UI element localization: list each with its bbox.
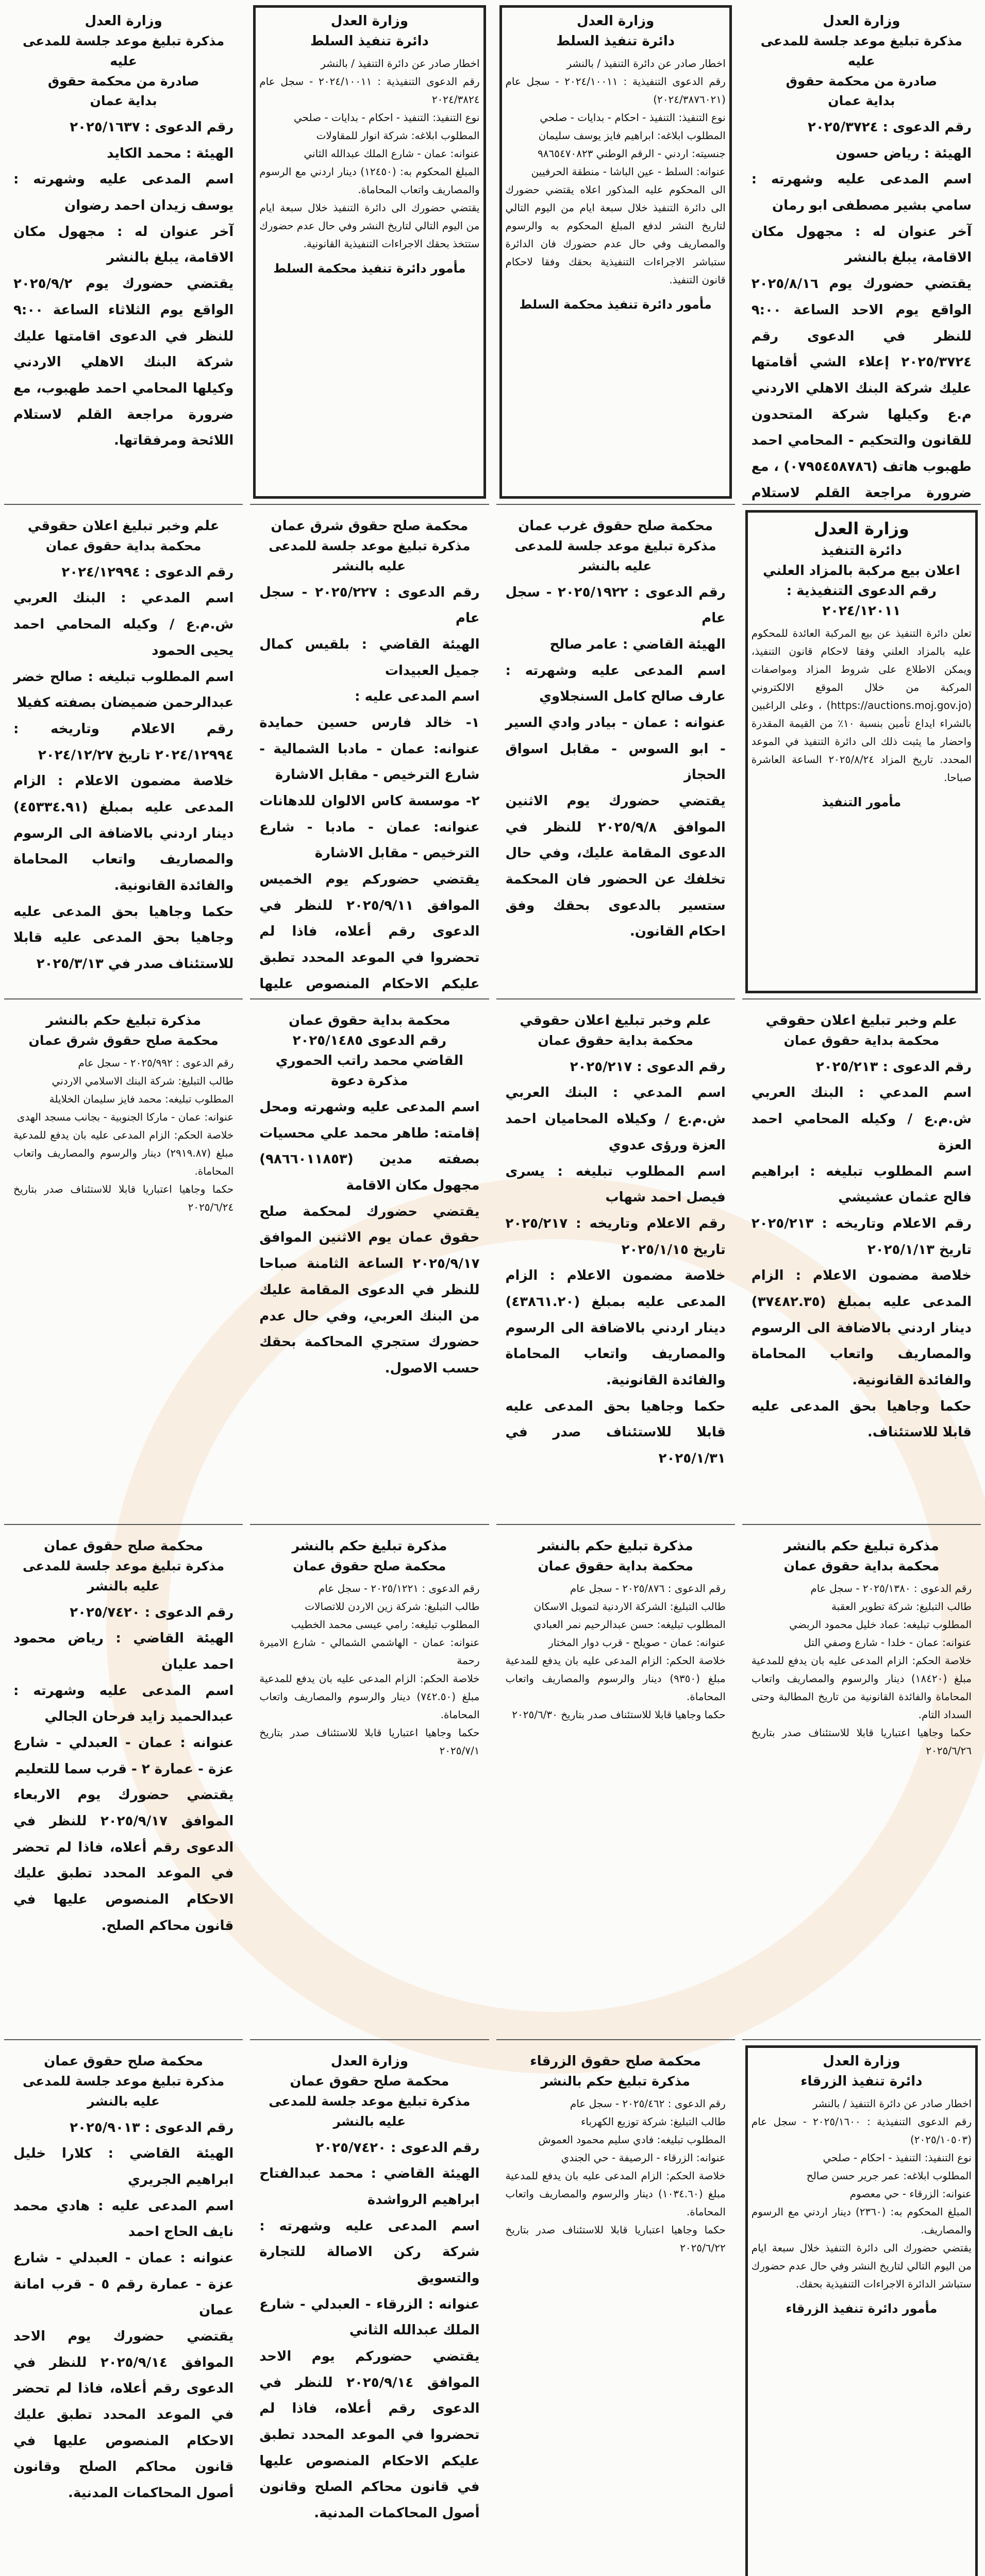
notice <box>250 999 489 1525</box>
notice-body: رقم الدعوى : ٢٠٢٥/٩٩٢ - سجل عام طالب التبليغ: شركة البنك الاسلامي الاردني المطلوب تبليغه: محمد فايز سليمان الخلايلة عنوانه: عمان - ماركا الجنوبية - بجانب مسجد الهدى خلاصة الحكم: الزام المدعى عليه بان يدفع للمدعية مبلغ (٢٩١٩.٨٧) دينار والرسوم والمصاريف واتعاب المحاماة. حكما وجاهيا اعتباريا قابلا للاستئناف صدر بتاريخ ٢٠٢٥/٦/٢٤ <box>13 1056 234 1213</box>
notice-ministry: وزارة العدل <box>330 2054 409 2069</box>
notice-title: علم وخبر تبليغ اعلان حقوقي <box>520 1013 711 1028</box>
notice-title: مذكرة تبليغ موعد جلسة للمدعى عليه بالنشر <box>269 2094 471 2129</box>
notice <box>742 1525 981 2040</box>
notice-department: دائرة تنفيذ السلط <box>556 33 675 49</box>
notice <box>4 505 243 999</box>
notice-court: محكمة بداية حقوق عمان <box>538 1558 693 1573</box>
notice-department: دائرة تنفيذ السلط <box>310 33 429 49</box>
notice <box>496 0 735 505</box>
notice-court: محكمة صلح حقوق عمان <box>293 1558 446 1573</box>
notice <box>4 2040 243 2576</box>
notice-case-number: رقم الدعوى التنفيذية : ٢٠٢٤/١٢٠١١ <box>786 583 937 619</box>
notice-court: محكمة صلح حقوق غرب عمان <box>518 518 713 534</box>
notice-title: مذكرة تبليغ حكم بالنشر <box>541 2074 690 2089</box>
notice-body: رقم الدعوى : ٢٠٢٤/١٢٩٩٤ اسم المدعي : البنك العربي ش.م.ع / وكيله المحامي احمد يحيى الحمود اسم المطلوب تبليغه : صالح خضر عبدالرحمن ضميضان بصفته كفيلا رقم الاعلام وتاريخه : ٢٠٢٤/١٢٩٩٤ تاريخ ٢٠٢٤/١٢/٢٧ خلاصة مضمون الاعلام : الزام المدعى عليه بمبلغ (٤٥٣٣٤.٩١) دينار اردني بالاضافة الى الرسوم والمصاريف واتعاب المحاماة والفائدة القانونية. حكما وجاهيا بحق المدعى عليه وجاهيا بحق المدعى عليه قابلا للاستئناف صدر في ٢٠٢٥/٣/١٣ <box>13 564 234 972</box>
notice-court: محكمة صلح حقوق عمان <box>44 1538 204 1554</box>
notice-body: رقم الدعوى : ٢٠٢٥/٧٤٢٠ الهيئة القاضي : رياض محمود احمد عليان اسم المدعى عليه وشهرته : عبدالحميد زايد فرحان الجالي عنوانه : عمان - العبدلي - شارع عزة - عمارة ٢ - قرب سما للتعليم يقتضي حضورك يوم الاربعاء الموافق ٢٠٢٥/٩/١٧ للنظر في الدعوى رقم أعلاه، فاذا لم تحضر في الموعد المحدد تطبق عليك الاحكام المنصوص عليها في قانون محاكم الصلح. <box>13 1604 234 1934</box>
notice-court: محكمة بداية حقوق عمان <box>289 1013 450 1028</box>
notice-court: محكمة صلح حقوق شرق عمان <box>28 1033 219 1048</box>
notice <box>496 1525 735 2040</box>
notice-title: مذكرة دعوة <box>331 1073 408 1089</box>
notice <box>250 1525 489 2040</box>
notice <box>250 0 489 505</box>
notice-body: اخطار صادر عن دائرة التنفيذ / بالنشر رقم الدعوى التنفيذية : ٢٠٢٤/١٠٠١١ - سجل عام ٢٠٢٤/٣٨٢٤ نوع التنفيذ: التنفيذ - احكام - بدايات - صلحي المطلوب ابلاغه: شركة انوار للمقاولات عنوانه: عمان - شارع الملك عبدالله الثاني المبلغ المحكوم به: (١٢٤٥٠) دينار اردني مع الرسوم والمصاريف واتعاب المحاماة. يقتضي حضورك الى دائرة التنفيذ خلال سبعة ايام من اليوم التالي لتاريخ النشر وفي حال عدم حضورك ستتخذ بحقك الاجراءات التنفيذية القانونية. <box>259 57 480 250</box>
notice-title: مذكرة تبليغ حكم بالنشر <box>538 1538 693 1554</box>
notice-title: مذكرة تبليغ حكم بالنشر <box>783 1538 939 1554</box>
notice <box>496 505 735 999</box>
notice-body: اخطار صادر عن دائرة التنفيذ / بالنشر رقم الدعوى التنفيذية : ٢٠٢٤/١٠٠١١ - سجل عام (٢٠٢٤/٣٨٧٦٠٢١) نوع التنفيذ: التنفيذ - احكام - بدايات - صلحي المطلوب ابلاغه: ابراهيم فايز يوسف سليمان جنسيته: اردني - الرقم الوطني ٩٨٦٥٤٧٠٨٢٣ عنوانه: السلط - عين الباشا - منطقة الحرفيين الى المحكوم عليه المذكور اعلاه يقتضي حضورك الى دائرة التنفيذ خلال سبعة ايام من اليوم التالي لتاريخ النشر لدفع المبلغ المحكوم به والرسوم والمصاريف وفي حال عدم حضورك فان الدائرة ستباشر الاجراءات التنفيذية بحقك وفقا لاحكام قانون التنفيذ. <box>505 57 726 286</box>
notice-ministry: وزارة العدل <box>823 2054 900 2069</box>
notice-title: اعلان بيع مركبة بالمزاد العلني <box>762 563 960 579</box>
notice <box>250 2040 489 2576</box>
notice-court: محكمة بداية حقوق عمان <box>783 1033 940 1048</box>
notice-body: رقم الدعوى : ٢٠٢٥/٨٧٦ - سجل عام طالب التبليغ: الشركة الاردنية لتمويل الاسكان المطلوب تبليغه: حسن عبدالرحيم نمر العبادي عنوانه: عمان - صويلح - قرب دوار المختار خلاصة الحكم: الزام المدعى عليه بان يدفع للمدعية مبلغ (٩٣٥٠) دينار والرسوم والمصاريف واتعاب المحاماة. حكما وجاهيا قابلا للاستئناف صدر بتاريخ ٢٠٢٥/٦/٣٠ <box>505 1582 726 1721</box>
notice-court-level: بداية عمان <box>828 93 895 109</box>
notice-signature: مأمور دائرة تنفيذ محكمة السلط <box>273 261 466 276</box>
notice-ministry: وزارة العدل <box>823 13 900 29</box>
notice <box>496 2040 735 2576</box>
notice-body: رقم الدعوى : ٢٠٢٥/١٣٨٠ - سجل عام طالب التبليغ: شركة تطوير العقبة المطلوب تبليغه: عماد خليل محمود الربضي عنوانه: عمان - خلدا - شارع وصفي التل خلاصة الحكم: الزام المدعى عليه بان يدفع للمدعية مبلغ (١٨٤٢٠) دينار والرسوم والمصاريف واتعاب المحاماة والفائدة القانونية من تاريخ المطالبة وحتى السداد التام. حكما وجاهيا اعتباريا قابلا للاستئناف صدر بتاريخ ٢٠٢٥/٦/٢٦ <box>751 1582 972 1757</box>
notice-title: مذكرة تبليغ حكم بالنشر <box>46 1013 202 1028</box>
notice-body: رقم الدعوى : ٢٠٢٥/١٦٣٧ الهيئة : محمد الكايد اسم المدعى عليه وشهرته : يوسف زيدان احمد رضوان آخر عنوان له : مجهول مكان الاقامة، يبلغ بالنشر يقتضي حضورك يوم ٢٠٢٥/٩/٢ الواقع يوم الثلاثاء الساعة ٩:٠٠ للنظر في الدعوى اقامتها عليك شركة البنك الاهلي الاردني وكيلها المحامي احمد طهبوب، مع ضرورة مراجعة القلم لاستلام اللائحة ومرفقاتها. <box>13 120 234 449</box>
notice-ministry: وزارة العدل <box>85 13 162 29</box>
notice-case-number: رقم الدعوى ٢٠٢٥/١٤٨٥ <box>292 1033 447 1048</box>
notice-title: علم وخبر تبليغ اعلان حقوقي <box>765 1013 958 1028</box>
notice-court: محكمة بداية حقوق عمان <box>538 1033 693 1048</box>
notice-title: مذكرة تبليغ موعد جلسة للمدعى عليه <box>760 33 963 69</box>
notice-title: مذكرة تبليغ حكم بالنشر <box>292 1538 447 1554</box>
notice <box>496 999 735 1525</box>
notice-body: رقم الدعوى : ٢٠٢٥/٢٢٧ - سجل عام الهيئة القاضي : بلقيس كمال جميل العبيدات اسم المدعى عليه : ١- خالد فارس حسين حمايدة عنوانه: عمان - مادبا الشمالية - شارع الترخيص - مقابل الاشارة ٢- موسسة كاس الالوان للدهانات عنوانه: عمان - مادبا - شارع الترخيص - مقابل الاشارة يقتضي حضوركم يوم الخميس الموافق ٢٠٢٥/٩/١١ للنظر في الدعوى رقم أعلاه، فاذا لم تحضروا في الموعد المحدد تطبق عليكم الاحكام المنصوص عليها <box>259 584 480 992</box>
notice-signature: مأمور دائرة تنفيذ محكمة السلط <box>519 297 712 312</box>
notice-title: مذكرة تبليغ موعد جلسة للمدعى عليه بالنشر <box>22 1558 225 1594</box>
notice <box>742 2040 981 2576</box>
notice-court: محكمة بداية حقوق عمان <box>45 538 202 553</box>
notice-signature: مأمور التنفيذ <box>822 795 901 809</box>
notice-court: محكمة صلح حقوق عمان <box>290 2074 449 2089</box>
notice-judge: القاضي محمد راتب الحموري <box>275 1053 463 1069</box>
notice-body: رقم الدعوى : ٢٠٢٥/٧٤٢٠ الهيئة القاضي : محمد عبدالفتاح ابراهيم الرواشدة اسم المدعى عليه وشهرته : شركة ركن الاصالة للتجارة والتسويق عنوانه : الزرقاء - العبدلي - شارع الملك عبدالله الثاني يقتضي حضوركم يوم الاحد الموافق ٢٠٢٥/٩/١٤ للنظر في الدعوى رقم أعلاه، فاذا لم تحضروا في الموعد المحدد تطبق عليكم الاحكام المنصوص عليها في قانون محاكم الصلح وقانون أصول المحاكمات المدنية. <box>259 2140 480 2521</box>
notice-body: تعلن دائرة التنفيذ عن بيع المركبة العائدة للمحكوم عليه بالمزاد العلني وفقا لاحكام قانون التنفيذ، ويمكن الاطلاع على شروط المزاد ومواصفات المركبة من خلال الموقع الالكتروني (https://auctions.moj.gov.jo) ، وعلى الراغبين بالشراء ايداع تأمين بنسبة ١٠٪ من القيمة المقدرة واحضار ما يثبت ذلك الى دائرة التنفيذ في الموعد المحدد. تاريخ المزاد ٢٠٢٥/٨/٢٤ الساعة العاشرة صباحا. <box>751 627 972 784</box>
notice-body: اسم المدعى عليه وشهرته ومحل إقامته: طاهر محمد علي محسيات بصفته مدين (٩٨٦٦٠١١٨٥٣) مجهول مكان الاقامة يقتضي حضورك لمحكمة صلح حقوق عمان يوم الاثنين الموافق ٢٠٢٥/٩/١٧ الساعة الثامنة صباحا للنظر في الدعوى المقامة عليك من البنك العربي، وفي حال عدم حضورك ستجري المحاكمة بحقك حسب الاصول. <box>259 1099 480 1376</box>
notice <box>4 0 243 505</box>
notice-title: مذكرة تبليغ موعد جلسة للمدعى عليه بالنشر <box>22 2074 225 2109</box>
notice-court: صادرة من محكمة حقوق <box>47 73 199 89</box>
notice-body: رقم الدعوى : ٢٠٢٥/٢١٣ اسم المدعي : البنك العربي ش.م.ع / وكيله المحامي احمد العزة اسم المطلوب تبليغه : ابراهيم فالح عثمان عشيشي رقم الاعلام وتاريخه : ٢٠٢٥/٢١٣ تاريخ ٢٠٢٥/١/١٣ خلاصة مضمون الاعلام : الزام المدعى عليه بمبلغ (٣٧٤٨٢.٣٥) دينار اردني بالاضافة الى الرسوم والمصاريف واتعاب المحاماة والفائدة القانونية. حكما وجاهيا بحق المدعى عليه قابلا للاستئناف. <box>751 1059 972 1440</box>
notice-court: صادرة من محكمة حقوق <box>786 73 938 89</box>
notice <box>4 1525 243 2040</box>
notice-title: مذكرة تبليغ موعد جلسة للمدعى عليه بالنشر <box>269 538 471 573</box>
notice-title: مذكرة تبليغ موعد جلسة للمدعى عليه <box>22 33 225 69</box>
notice <box>742 0 981 505</box>
notice-department: دائرة التنفيذ <box>821 543 902 558</box>
notice-body: رقم الدعوى : ٢٠٢٥/٤٦٢ - سجل عام طالب التبليغ: شركة توزيع الكهرباء المطلوب تبليغه: فادي سليم محمود العموش عنوانه: الزرقاء - الرصيفة - حي الجندي خلاصة الحكم: الزام المدعى عليه بان يدفع للمدعية مبلغ (١٠٣٤.٦٠) دينار والرسوم والمصاريف واتعاب المحاماة. حكما وجاهيا اعتباريا قابلا للاستئناف صدر بتاريخ ٢٠٢٥/٦/٢٢ <box>505 2097 726 2254</box>
notice <box>250 505 489 999</box>
notice <box>742 999 981 1525</box>
notice-ministry: وزارة العدل <box>576 13 655 29</box>
notice-body: رقم الدعوى : ٢٠٢٥/١٢٢١ - سجل عام طالب التبليغ: شركة زين الاردن للاتصالات المطلوب تبليغه: رامي عيسى محمد الخطيب عنوانه: عمان - الهاشمي الشمالي - شارع الاميرة رحمة خلاصة الحكم: الزام المدعى عليه بان يدفع للمدعية مبلغ (٧٤٢.٥٠) دينار والرسوم والمصاريف واتعاب المحاماة. حكما وجاهيا اعتباريا قابلا للاستئناف صدر بتاريخ ٢٠٢٥/٧/١ <box>259 1582 480 1757</box>
notice-body: رقم الدعوى : ٢٠٢٥/٩٠١٣ الهيئة القاضي : كلارا خليل ابراهيم الجريري اسم المدعى عليه : هادي محمد نايف الحاج احمد عنوانه : عمان - العبدلي - شارع عزة - عمارة رقم ٥ - قرب امانة عمان يقتضي حضورك يوم الاحد الموافق ٢٠٢٥/٩/١٤ للنظر في الدعوى رقم أعلاه، فاذا لم تحضر في الموعد المحدد تطبق عليك الاحكام المنصوص عليها في قانون محاكم الصلح وقانون أصول المحاكمات المدنية. <box>13 2120 234 2501</box>
notice-court: محكمة صلح حقوق شرق عمان <box>271 518 469 534</box>
notice-title: علم وخبر تبليغ اعلان حقوقي <box>27 518 220 534</box>
notice-body: رقم الدعوى : ٢٠٢٥/٣٧٢٤ الهيئة : رياض حسون اسم المدعى عليه وشهرته : سامي بشير مصطفى ابو رمان آخر عنوان له : مجهول مكان الاقامة، يبلغ بالنشر يقتضي حضورك يوم ٢٠٢٥/٨/١٦ الواقع يوم الاحد الساعة ٩:٠٠ للنظر في الدعوى رقم ٢٠٢٥/٣٧٢٤ إعلاء الشي أقامتها عليك شركة البنك الاهلي الاردني م.ع وكيلها شركة المتحدون للقانون والتحكيم - المحامي احمد طهبوب هاتف (٠٧٩٥٤٥٨٧٨٦) ، مع ضرورة مراجعة القلم لاستلام <box>751 120 972 501</box>
notice-ministry: وزارة العدل <box>330 13 409 29</box>
notice-title: مذكرة تبليغ موعد جلسة للمدعى عليه بالنشر <box>514 538 716 573</box>
notice-ministry: وزارة العدل <box>813 519 909 538</box>
notice-body: اخطار صادر عن دائرة التنفيذ / بالنشر رقم الدعوى التنفيذية : ٢٠٢٥/١٦٠٠ - سجل عام (٢٠٢٥/١٠٥٠٣) نوع التنفيذ: التنفيذ - احكام - صلحي المطلوب ابلاغه: عمر جرير حسن صالح عنوانه: الزرقاء - حي معصوم المبلغ المحكوم به: (٢٣٦٠) دينار اردني مع الرسوم والمصاريف. يقتضي حضورك الى دائرة التنفيذ خلال سبعة ايام من اليوم التالي لتاريخ النشر وفي حال عدم حضورك ستباشر الدائرة الاجراءات التنفيذية بحقك. <box>751 2097 972 2290</box>
notice-court: محكمة صلح حقوق الزرقاء <box>530 2054 701 2069</box>
notice-department: دائرة تنفيذ الزرقاء <box>800 2074 923 2089</box>
notice-signature: مأمور دائرة تنفيذ الزرقاء <box>786 2301 938 2316</box>
notice-court-level: بداية عمان <box>90 93 157 109</box>
notice-body: رقم الدعوى : ٢٠٢٥/١٩٢٢ - سجل عام الهيئة القاضي : عامر صالح اسم المدعى عليه وشهرته : عارف صالح كامل السنجلاوي عنوانه : عمان - بيادر وادي السير - ابو السوس - مقابل اسواق الحجاز يقتضي حضورك يوم الاثنين الموافق ٢٠٢٥/٩/٨ للنظر في الدعوى المقامة عليك، وفي حال تخلفك عن الحضور فان المحكمة ستسير بالدعوى بحقك وفق احكام القانون. <box>505 584 726 940</box>
notice-court: محكمة صلح حقوق عمان <box>44 2054 204 2069</box>
notice-body: رقم الدعوى : ٢٠٢٥/٢١٧ اسم المدعي : البنك العربي ش.م.ع / وكيلاه المحاميان احمد العزة ورؤى عدوي اسم المطلوب تبليغه : يسرى فيصل احمد شهاب رقم الاعلام وتاريخه : ٢٠٢٥/٢١٧ تاريخ ٢٠٢٥/١/١٥ خلاصة مضمون الاعلام : الزام المدعى عليه بمبلغ (٤٣٨٦١.٢٠) دينار اردني بالاضافة الى الرسوم والمصاريف واتعاب المحاماة والفائدة القانونية. حكما وجاهيا بحق المدعى عليه قابلا للاستئناف صدر في ٢٠٢٥/١/٣١ <box>505 1059 726 1467</box>
notice <box>742 505 981 999</box>
notice <box>4 999 243 1525</box>
notice-court: محكمة بداية حقوق عمان <box>783 1558 940 1573</box>
